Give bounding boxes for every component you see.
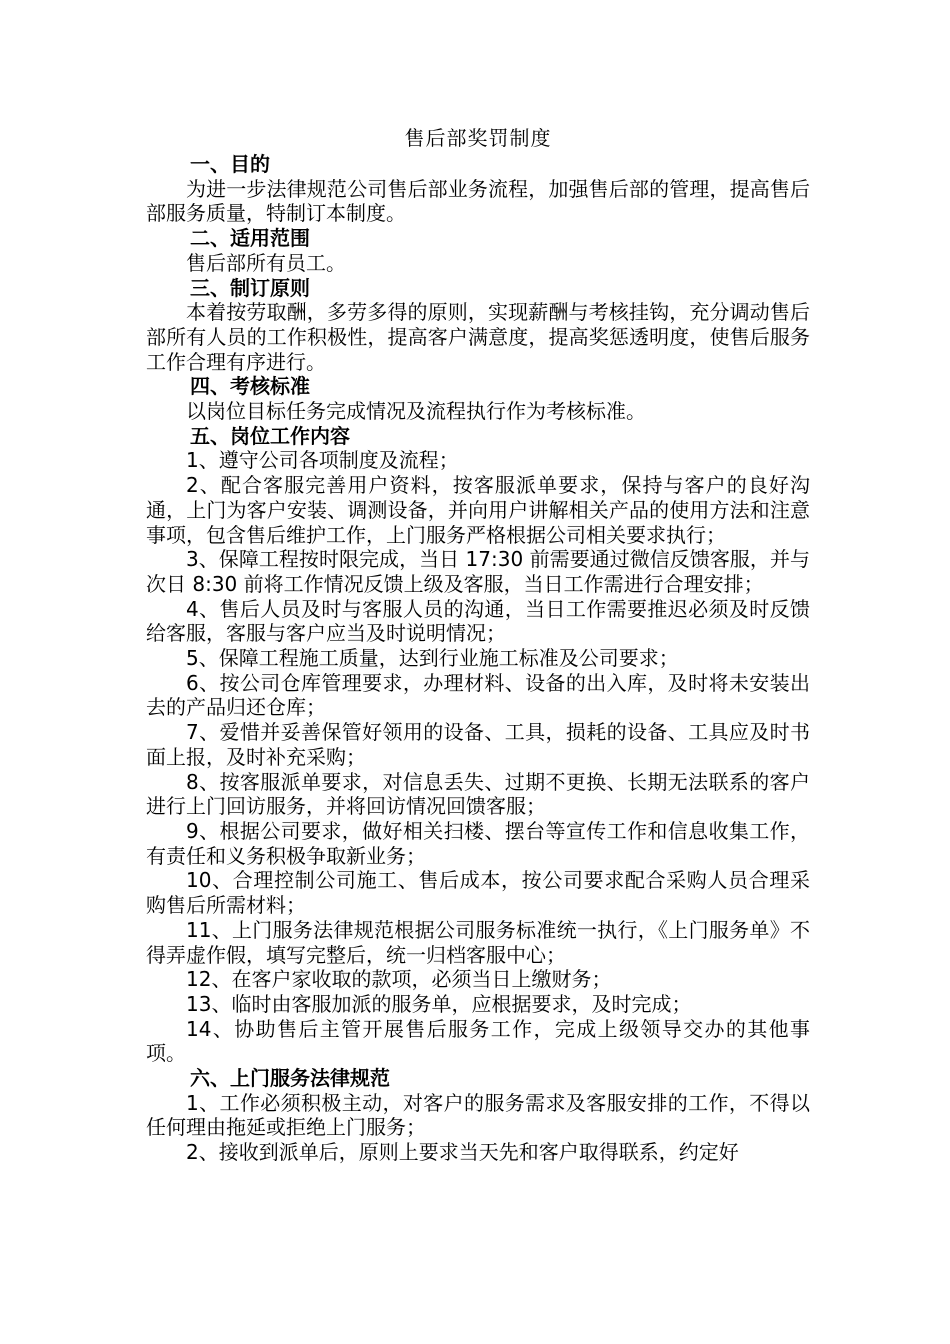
list-item: 2、接收到派单后，原则上要求当天先和客户取得联系，约定好 (186, 1140, 739, 1165)
paragraph: 本着按劳取酬，多劳多得的原则，实现薪酬与考核挂钩，充分调动售后部所有人员的工作积极性，提高客户满意度，提高奖惩透明度，使售后服务工作合理有序进行。 (146, 300, 810, 374)
list-item: 11、上门服务法律规范根据公司服务标准统一执行，《上门服务单》不得弄虚作假，填写完整后，统一归档客服中心； (146, 917, 810, 967)
section-heading-duties: 五、岗位工作内容 (190, 423, 350, 448)
list-item: 7、爱惜并妥善保管好领用的设备、工具，损耗的设备、工具应及时书面上报，及时补充采购； (146, 720, 810, 769)
list-item: 13、临时由客服加派的服务单，应根据要求，及时完成； (186, 991, 692, 1016)
document-body (146, 124, 810, 1165)
document-title: 售后部奖罚制度 (404, 126, 552, 150)
paragraph: 以岗位目标任务完成情况及流程执行作为考核标准。 (186, 399, 646, 424)
section-heading-scope: 二、适用范围 (190, 226, 310, 251)
section-heading-service-norms: 六、上门服务法律规范 (190, 1066, 390, 1091)
list-item: 8、按客服派单要求，对信息丢失、过期不更换、长期无法联系的客户进行上门回访服务，并将回访情况回馈客服； (146, 769, 810, 819)
list-item: 6、按公司仓库管理要求，办理材料、设备的出入库，及时将未安装出去的产品归还仓库； (146, 670, 810, 720)
list-item: 1、遵守公司各项制度及流程； (186, 448, 459, 473)
list-item: 3、保障工程按时限完成，当日 17:30 前需要通过微信反馈客服，并与次日 8:30 前将工作情况反馈上级及客服，当日工作需进行合理安排； (146, 547, 810, 596)
paragraph: 售后部所有员工。 (186, 250, 346, 275)
section-heading-purpose: 一、目的 (190, 152, 270, 176)
section-heading-principles: 三、制订原则 (190, 275, 310, 300)
list-item: 12、在客户家收取的款项，必须当日上缴财务； (186, 967, 612, 992)
list-item: 1、工作必须积极主动，对客户的服务需求及客服安排的工作，不得以任何理由拖延或拒绝上门服务； (146, 1090, 810, 1140)
list-item: 5、保障工程施工质量，达到行业施工标准及公司要求； (186, 646, 679, 671)
paragraph: 为进一步法律规范公司售后部业务流程，加强售后部的管理，提高售后部服务质量，特制订本制度。 (146, 176, 810, 226)
list-item: 10、合理控制公司施工、售后成本，按公司要求配合采购人员合理采购售后所需材料； (146, 868, 810, 918)
list-item: 9、根据公司要求，做好相关扫楼、摆台等宣传工作和信息收集工作，有责任和义务积极争取新业务； (146, 818, 810, 868)
list-item: 2、配合客服完善用户资料，按客服派单要求，保持与客户的良好沟通，上门为客户安装、调测设备，并向用户讲解相关产品的使用方法和注意事项，包含售后维护工作，上门服务严格根据公司相关要求执行； (146, 473, 810, 547)
list-item: 4、售后人员及时与客服人员的沟通，当日工作需要推迟必须及时反馈给客服，客服与客户应当及时说明情况； (146, 596, 810, 646)
list-item: 14、协助售后主管开展售后服务工作，完成上级领导交办的其他事项。 (146, 1016, 810, 1066)
section-heading-standards: 四、考核标准 (190, 374, 310, 399)
